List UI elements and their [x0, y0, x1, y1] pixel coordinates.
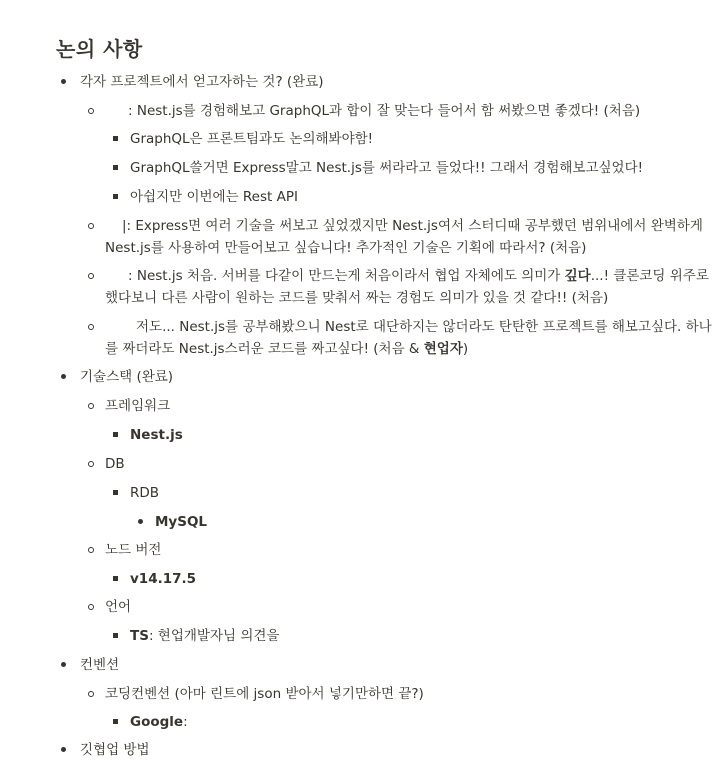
- p4-text-a: 를 짜더라도 Nest.js스러운 코드를 짜고싶다! (처음 &: [105, 341, 424, 357]
- list-item-p1-c: 아쉽지만 이번에는 Rest API: [130, 189, 298, 205]
- list-item-p3-line2: 했다보니 다른 사람이 원하는 코드를 맞춰서 짜는 경험도 의미가 있을 것 같다!! (처음): [105, 290, 609, 306]
- list-item-p4-line2: [105, 338, 468, 361]
- p3-text-bold: 깊다: [564, 268, 591, 284]
- p3-text-a: : Nest.js 처음. 서버를 다같이 만드는게 처음이라서 협업 자체에도 의미가: [128, 268, 565, 284]
- list-item-p1: : Nest.js를 경험해보고 GraphQL과 합이 잘 맞는다 들어서 함 써봤으면 좋겠다! (처음): [128, 103, 641, 119]
- list-item-mysql: MySQL: [155, 514, 208, 530]
- list-item-p1-a: GraphQL은 프론트팀과도 논의해봐야함!: [130, 131, 374, 147]
- list-item-p2-line2: Nest.js를 사용하여 만들어보고 싶습니다! 추가적인 기술은 기획에 따라서? (처음): [105, 240, 587, 256]
- page-heading: 논의 사항: [56, 37, 143, 61]
- list-item-node-value: v14.17.5: [130, 571, 197, 587]
- list-item-p4-line1: 저도... Nest.js를 공부해봤으니 Nest로 대단하지는 않더라도 탄탄한 프로젝트를 해보고싶다. 하나: [136, 319, 712, 335]
- list-item-ts: [130, 625, 279, 648]
- list-item-stack: 기술스택 (완료): [80, 369, 174, 385]
- list-item-coding-convention: 코딩컨벤션 (아마 린트에 json 받아서 넣기만하면 끝?): [105, 686, 424, 702]
- list-item-convention: 컨벤션: [80, 657, 120, 673]
- list-item-rdb: RDB: [130, 485, 160, 501]
- google-colon: :: [183, 714, 188, 730]
- list-item-db: DB: [105, 456, 125, 472]
- list-item-google: [130, 711, 188, 734]
- list-item-p1-b: GraphQL쓸거면 Express말고 Nest.js를 써라라고 들었다!! 그래서 경험해보고싶었다!: [130, 160, 644, 176]
- p3-text-c: ...! 클론코딩 위주로: [590, 268, 709, 284]
- list-item-git: 깃협업 방법: [80, 742, 150, 758]
- ts-label: TS: [130, 628, 149, 644]
- list-item-framework: 프레임워크: [105, 398, 171, 414]
- ts-note: : 현업개발자님 의견을: [148, 628, 280, 644]
- list-item-p2-line1: |: Express면 여러 기술을 써보고 싶었겠지만 Nest.js여서 스터디때 공부했던 범위내에서 완벽하게: [122, 218, 703, 234]
- list-item-p3-line1: [128, 265, 709, 288]
- p4-text-c: ): [462, 341, 469, 357]
- list-item-language: 언어: [105, 599, 132, 615]
- google-label: Google: [130, 714, 184, 730]
- list-item-nest: Nest.js: [130, 427, 183, 443]
- list-item-goal: 각자 프로젝트에서 얻고자하는 것? (완료): [80, 74, 324, 90]
- list-item-node-version: 노드 버전: [105, 542, 162, 558]
- p4-text-bold: 현업자: [423, 341, 463, 357]
